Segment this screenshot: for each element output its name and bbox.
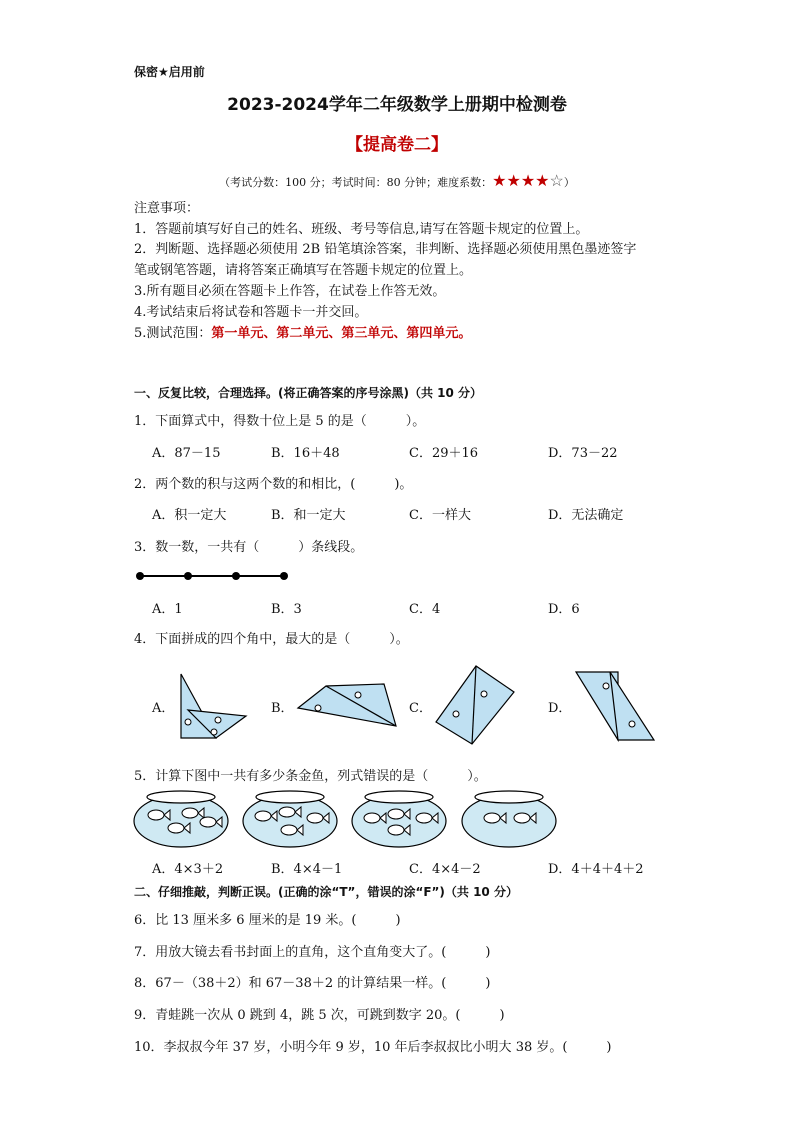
angle-figure-b (296, 680, 398, 730)
scope-label: 5.测试范围： (134, 326, 212, 341)
star-icon: ★ (535, 171, 550, 190)
option-d: D．6 (548, 602, 580, 617)
notice-item: 笔或钢笔答题，请将答案正确填写在答题卡规定的位置上。 (134, 263, 473, 278)
fishbowl-image (460, 788, 558, 848)
option-c: C．4 (409, 602, 441, 617)
option-b: B．和一定大 (271, 508, 346, 523)
option-a: A．4×3＋2 (152, 862, 224, 877)
exam-info-text: （考试分数：100 分；考试时间：80 分钟；难度系数： (219, 176, 493, 189)
star-icon: ★ (492, 171, 507, 190)
question-3: 3．数一数，一共有（ ）条线段。 (134, 540, 364, 555)
option-b: B．3 (271, 602, 302, 617)
confidential-label: 保密★启用前 (134, 65, 205, 79)
star-icon: ★ (506, 171, 521, 190)
option-b: B． (271, 701, 294, 716)
option-c: C．一样大 (409, 508, 471, 523)
section1-heading: 一、反复比较，合理选择。(将正确答案的序号涂黑)（共 10 分） (134, 386, 483, 400)
option-a: A． (152, 701, 175, 716)
notice-item: 4.考试结束后将试卷和答题卡一并交回。 (134, 305, 368, 320)
option-c: C． (409, 701, 432, 716)
option-c: C．29＋16 (409, 446, 479, 461)
angle-figure-d (574, 670, 658, 744)
star-icon: ★ (520, 171, 536, 190)
line-segment-figure (134, 566, 294, 586)
notice-heading: 注意事项： (134, 201, 200, 216)
fishbowl-image (132, 788, 230, 848)
empty-star-icon: ☆ (549, 171, 564, 190)
option-b: B．16＋48 (271, 446, 340, 461)
option-d: D．73－22 (548, 446, 618, 461)
exam-info (0, 171, 794, 190)
difficulty-stars (492, 171, 564, 190)
option-a: A．1 (152, 602, 183, 617)
page-subtitle: 【提高卷二】 (346, 135, 448, 155)
notice-item: 3.所有题目必须在答题卡上作答，在试卷上作答无效。 (134, 284, 446, 299)
option-c: C．4×4－2 (409, 862, 481, 877)
question-2: 2．两个数的积与这两个数的和相比，( )。 (134, 477, 413, 492)
angle-figure-a (176, 672, 252, 742)
page-title: 2023-2024学年二年级数学上册期中检测卷 (227, 95, 567, 115)
option-a: A．87－15 (152, 446, 221, 461)
option-d: D．4＋4＋4＋2 (548, 862, 644, 877)
exam-info-suffix: ） (563, 176, 575, 189)
option-d: D．无法确定 (548, 508, 624, 523)
angle-figure-c (434, 664, 516, 746)
scope-value: 第一单元、第二单元、第三单元、第四单元。 (211, 326, 472, 341)
question-5: 5．计算下图中一共有多少条金鱼，列式错误的是（ ）。 (134, 769, 487, 784)
question-6: 6．比 13 厘米多 6 厘米的是 19 米。( ) (134, 913, 401, 928)
question-1: 1．下面算式中，得数十位上是 5 的是（ ）。 (134, 414, 426, 429)
notice-item: 2．判断题、选择题必须使用 2B 铅笔填涂答案，非判断、选择题必须使用黑色墨迹签字 (134, 242, 637, 257)
section2-heading: 二、仔细推敲，判断正误。(正确的涂“T”，错误的涂“F”)（共 10 分） (134, 885, 518, 899)
notice-scope (134, 322, 471, 341)
option-a: A．积一定大 (152, 508, 227, 523)
fishbowl-image (350, 788, 448, 848)
question-10: 10．李叔叔今年 37 岁，小明今年 9 岁，10 年后李叔叔比小明大 38 岁。( ) (134, 1040, 612, 1055)
option-d: D． (548, 701, 572, 716)
option-b: B．4×4－1 (271, 862, 343, 877)
question-9: 9．青蛙跳一次从 0 跳到 4，跳 5 次，可跳到数字 20。( ) (134, 1008, 505, 1023)
question-4: 4．下面拼成的四个角中，最大的是（ ）。 (134, 632, 409, 647)
question-7: 7．用放大镜去看书封面上的直角，这个直角变大了。( ) (134, 945, 491, 960)
notice-item: 1．答题前填写好自己的姓名、班级、考号等信息,请写在答题卡规定的位置上。 (134, 222, 589, 237)
fishbowl-image (241, 788, 339, 848)
question-8: 8．67－（38＋2）和 67－38＋2 的计算结果一样。( ) (134, 976, 491, 991)
